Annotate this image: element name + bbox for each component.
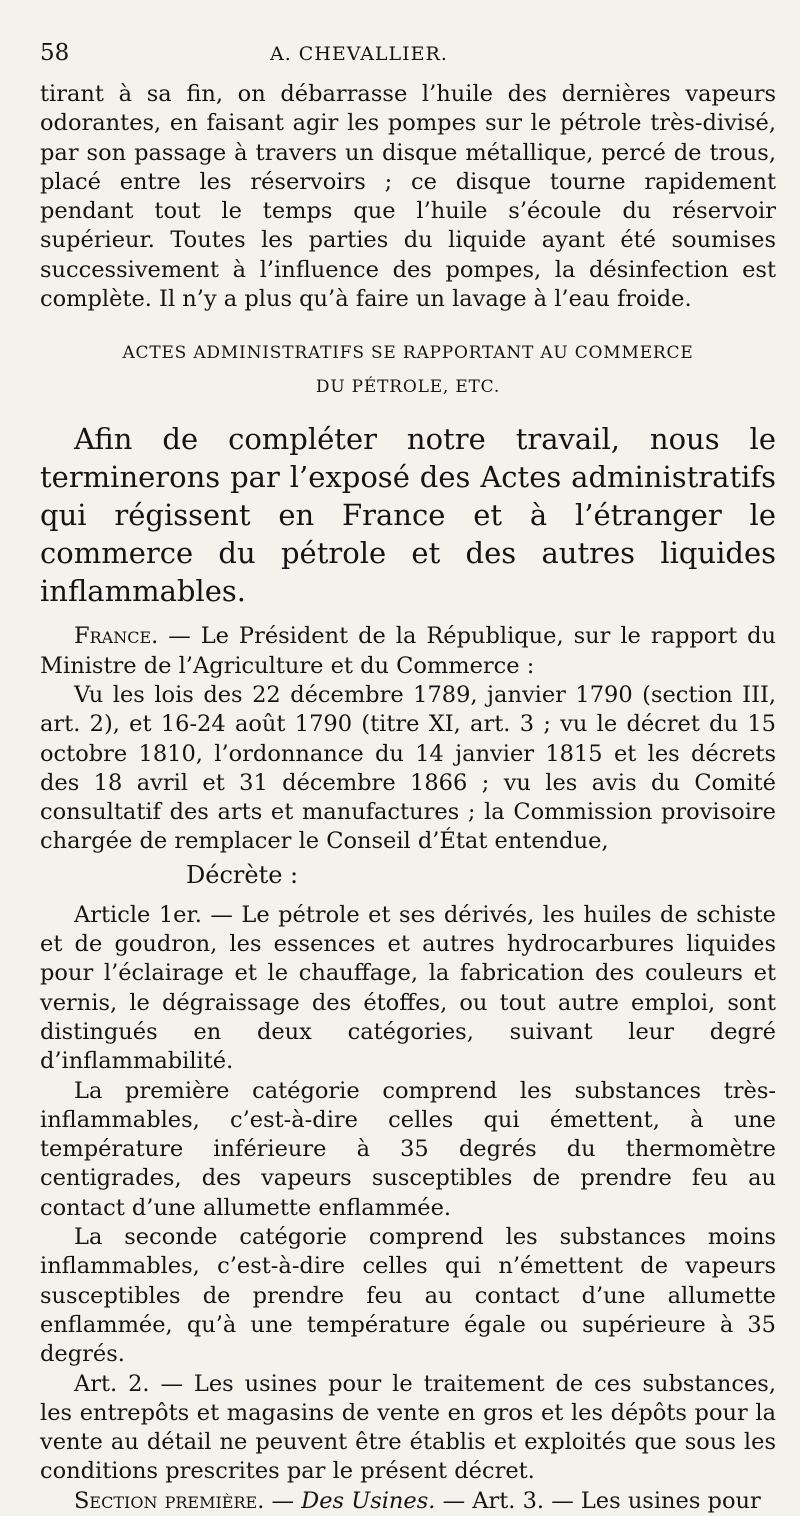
lead-paragraph [40, 420, 776, 610]
page-number: 58 [40, 40, 70, 66]
vu-paragraph: Vu les lois des 22 décembre 1789, janvier 1790 (section III, art. 2), et 16-24 août 1790 (titre XI, art. 3 ; vu le décret du 15 octobre 1810, l’ordonnance du 14 janvier 1815 et les décrets des 18 avril et 31 décembre 1866 ; vu les avis du Comité consultatif des arts et manufactures ; la Commission provisoire chargée de remplacer le Conseil d’État entendue, [40, 681, 776, 855]
france-text: — Le Président de la République, sur le rapport du Ministre de l’Agriculture et du Commerce : [40, 623, 776, 679]
section-premiere-line [40, 1487, 776, 1516]
section-premiere-title: Des Usines. [301, 1487, 436, 1514]
section-premiere-dash: — [264, 1487, 302, 1514]
premiere-categorie-paragraph: La première catégorie comprend les substances très-inflammables, c’est-à-dire celles qui émettent, à une température inférieure à 35 degrés du thermomètre centigrades, des vapeurs susceptibles de prendre feu au contact d’une allumette enflammée. [40, 1077, 776, 1221]
article-2-label: Art. 2. [74, 1370, 150, 1397]
running-title: A. CHEVALLIER. [270, 43, 448, 65]
intro-paragraph: tirant à sa fin, on débarrasse l’huile des dernières vapeurs odorantes, en faisant agir les pompes sur le pétrole très-divisé, par son passage à travers un disque métallique, percé de trous, placé entre les réservoirs ; ce disque tourne rapidement pendant tout le temps que l’huile s’écoule du réservoir supérieur. Toutes les parties du liquide ayant été soumises successivement à l’influence des pompes, la désinfection est complète. Il n’y a plus qu’à faire un lavage à l’eau froide. [40, 81, 776, 313]
section-premiere-rest: — Art. 3. — Les usines pour [435, 1487, 761, 1514]
article-2-paragraph [40, 1370, 776, 1487]
article-1-paragraph [40, 901, 776, 1077]
article-1-text: — Le pétrole et ses dérivés, les huiles de schiste et de goudron, les essences et autres hydrocarbures liquides pour l’éclairage et le chauffage, la fabrication des couleurs et vernis, le dégraissage des étoffes, ou tout autre emploi, sont distingués en deux catégories, suivant leur degré d’inflammabilité. [40, 901, 776, 1075]
section-heading-line1: ACTES ADMINISTRATIFS SE RAPPORTANT AU COMMERCE [122, 343, 694, 364]
article-2-text: — Les usines pour le traitement de ces substances, les entrepôts et magasins de vente en gros et les dépôts pour la vente au détail ne peuvent être établis et exploités que sous les conditions prescrites par le présent décret. [40, 1370, 776, 1485]
article-1-label: Article 1er. [74, 901, 202, 928]
lead-paragraph-text: Afin de compléter notre travail, nous le terminerons par l’exposé des Actes administratifs qui régissent en France et à l’étranger le commerce du pétrole et des autres liquides inflammables. [40, 422, 776, 609]
france-paragraph [40, 622, 776, 681]
france-label: France. [74, 623, 159, 650]
decrete-line: Décrète : [186, 860, 299, 889]
section-heading-line2: DU PÉTROLE, ETC. [315, 377, 501, 398]
page-header [40, 40, 776, 80]
section-premiere-label: Section première. [74, 1487, 265, 1514]
seconde-categorie-paragraph: La seconde catégorie comprend les substances moins inflammables, c’est-à-dire celles qui n’émettent de vapeurs susceptibles de prendre feu au contact d’une allumette enflammée, qu’à une température égale ou supérieure à 35 degrés. [40, 1224, 776, 1368]
